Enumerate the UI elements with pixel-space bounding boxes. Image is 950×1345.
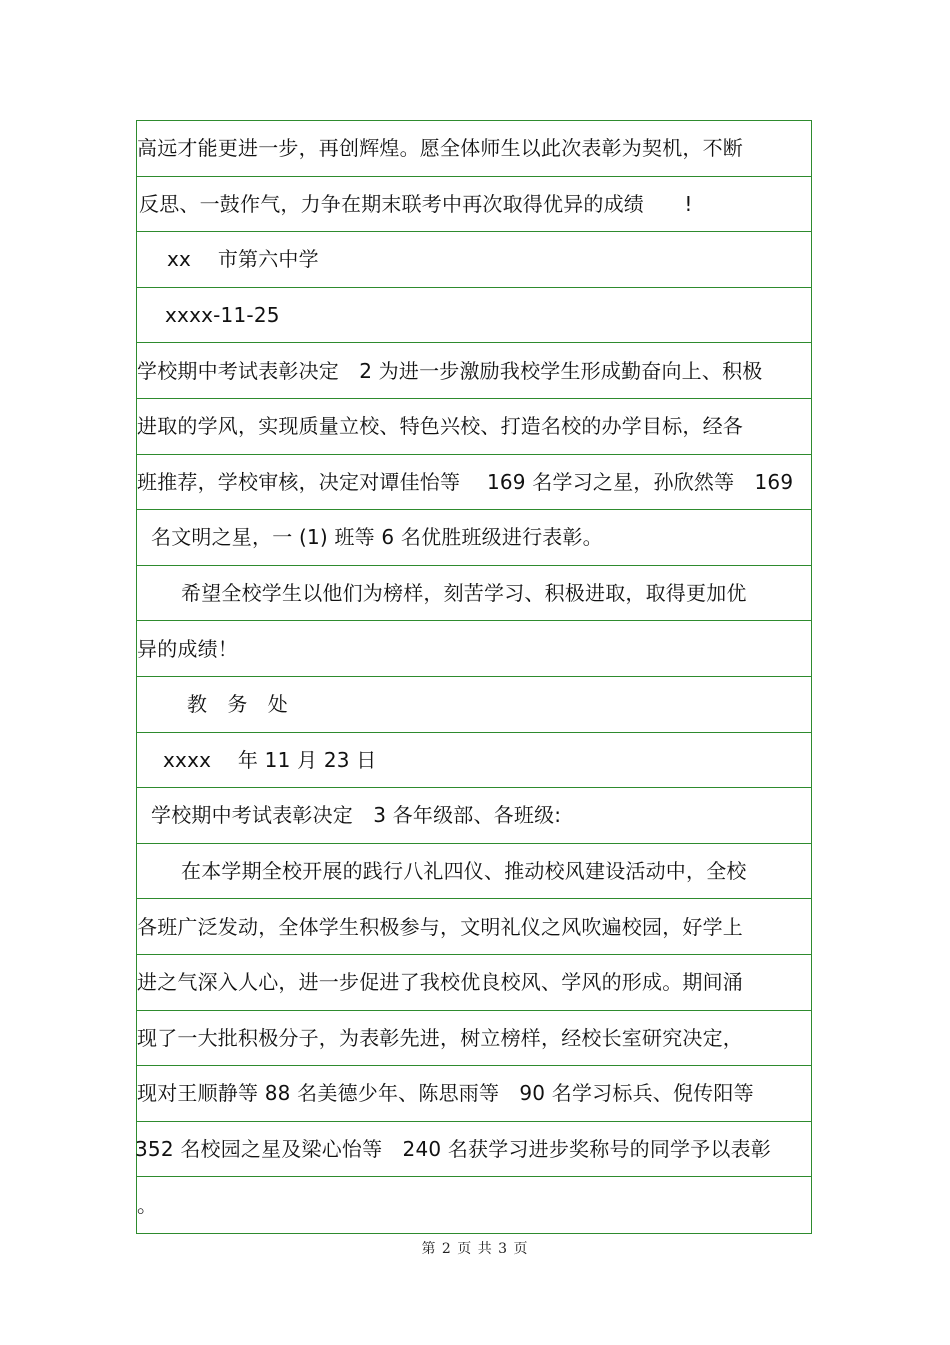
table-row [137,1066,811,1122]
table-row [137,455,811,511]
table-row [137,844,811,900]
row-text: 名文明之星，一 (1) 班等 6 名优胜班级进行表彰。 [151,525,603,550]
row-text: xx 市第六中学 [167,247,319,272]
table-row [137,899,811,955]
table-row [137,177,811,233]
table-row [137,1011,811,1067]
page-number: 第 2 页 共 3 页 [421,1241,529,1257]
table-row [137,510,811,566]
table-row [137,1122,811,1178]
table-row [137,343,811,399]
row-text: 各班广泛发动，全体学生积极参与，文明礼仪之风吹遍校园，好学上 [137,914,743,939]
table-row [137,232,811,288]
row-text: 现了一大批积极分子，为表彰先进，树立榜样，经校长室研究决定， [137,1025,743,1050]
row-text: 进取的学风，实现质量立校、特色兴校、打造名校的办学目标，经各 [137,414,743,439]
table-row [137,955,811,1011]
row-text: 希望全校学生以他们为榜样，刻苦学习、积极进取，取得更加优 [181,581,747,606]
table-row [137,733,811,789]
table-row [137,121,811,177]
row-text: 学校期中考试表彰决定 2 为进一步激励我校学生形成勤奋向上、积极 [137,358,763,383]
row-text: 352 名校园之星及梁心怡等 240 名获学习进步奖称号的同学予以表彰 [135,1136,772,1161]
table-row [137,288,811,344]
row-text: 反思、一鼓作气，力争在期末联考中再次取得优异的成绩 ! [139,191,693,216]
row-text: 在本学期全校开展的践行八礼四仪、推动校风建设活动中，全校 [181,859,747,884]
row-text: 学校期中考试表彰决定 3 各年级部、各班级: [151,803,562,828]
row-text: xxxx-11-25 [165,303,280,328]
row-text: 异的成绩！ [137,636,238,661]
table-row [137,788,811,844]
table-row [137,566,811,622]
table-row [137,621,811,677]
document-table [136,120,812,1234]
row-text: 进之气深入人心，进一步促进了我校优良校风、学风的形成。期间涌 [137,970,743,995]
row-text: xxxx 年 11 月 23 日 [163,747,377,772]
row-text: 教 务 处 [187,692,288,717]
row-text: 班推荐，学校审核，决定对谭佳怡等 169 名学习之星，孙欣然等 169 [137,469,794,494]
row-text: 。 [137,1193,158,1218]
row-text: 高远才能更进一步，再创辉煌。愿全体师生以此次表彰为契机，不断 [137,136,743,161]
row-text: 现对王顺静等 88 名美德少年、陈思雨等 90 名学习标兵、倪传阳等 [137,1081,754,1106]
table-row [137,399,811,455]
table-row [137,1177,811,1233]
table-row [137,677,811,733]
